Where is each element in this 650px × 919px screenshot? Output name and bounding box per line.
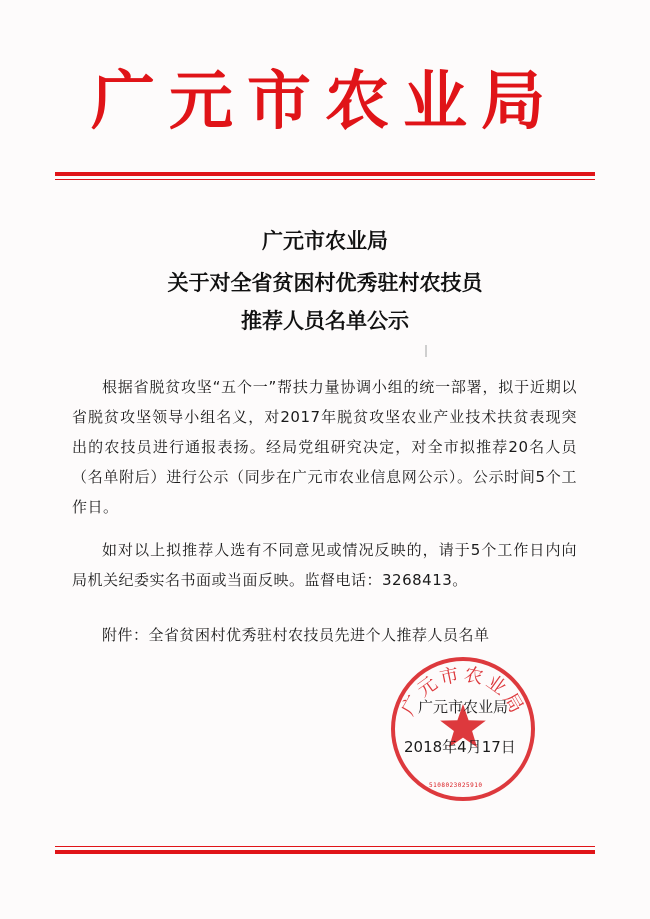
signature-date: 2018年4月17日 [404,738,516,756]
seal-code: 5108023025910 [429,782,483,789]
letterhead-rule-thin [55,179,595,180]
footer-rule-thin [55,846,595,847]
body-paragraph-2: 如对以上拟推荐人选有不同意见或情况反映的，请于5个工作日内向局机关纪委实名书面或当面反映。监督电话：3268413。 [72,541,577,589]
letterhead-org-name: 广元市农业局 [91,64,559,139]
body-paragraph-1: 根据省脱贫攻坚“五个一”帮扶力量协调小组的统一部署，拟于近期以省脱贫攻坚领导小组名义，对2017年脱贫攻坚农业产业技术扶贫表现突出的农技员进行通报表扬。经局党组研究决定，对全市拟推荐20名人员（名单附后）进行公示（同步在广元市农业信息网公示）。公示时间5个工作日。 [72,378,577,516]
title-line-3: 推荐人员名单公示 [241,308,409,333]
letterhead-rule-thick [55,172,595,176]
title-line-2: 关于对全省贫困村优秀驻村农技员 [167,270,483,295]
svg-text:广元市农业局: 广元市农业局 [397,663,529,720]
title-line-1: 广元市农业局 [262,228,388,253]
scan-speck [425,345,427,357]
attachment-line: 附件：全省贫困村优秀驻村农技员先进个人推荐人员名单 [102,626,490,644]
footer-rule-thick [55,850,595,854]
signature-org: 广元市农业局 [418,698,509,716]
